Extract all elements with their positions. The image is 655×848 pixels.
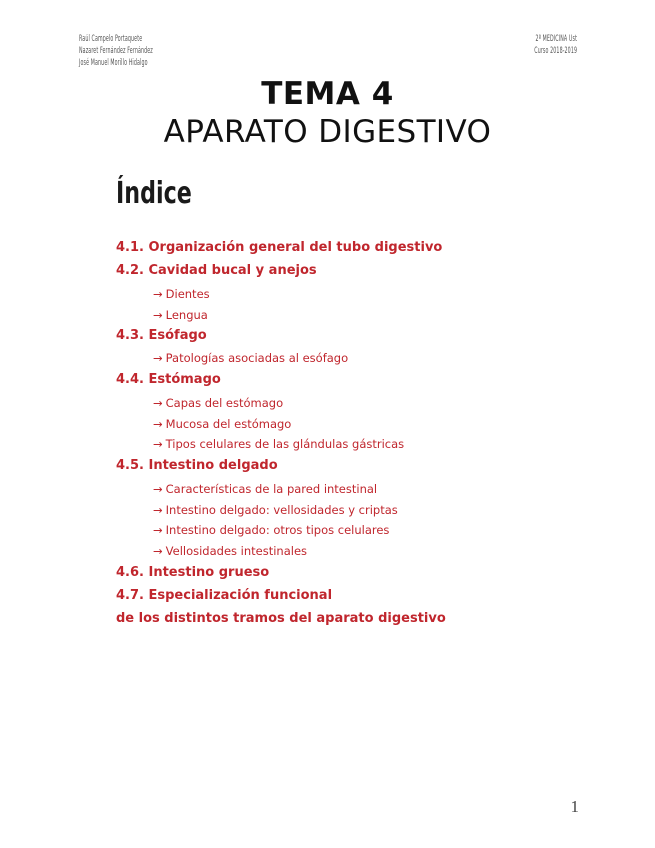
arrow-icon: → [153, 287, 163, 301]
arrow-icon: → [153, 308, 163, 322]
toc-link-caracteristicas[interactable] [153, 482, 377, 496]
toc-link-dientes[interactable] [153, 287, 210, 301]
toc-sub-label: Lengua [165, 308, 208, 322]
toc-sub-label: Mucosa del estómago [165, 417, 292, 431]
toc-link-4-1[interactable]: 4.1. Organización general del tubo digestivo [116, 240, 443, 255]
toc-link-otros-tipos[interactable] [153, 523, 389, 537]
toc-link-4-7[interactable]: 4.7. Especialización funcional [116, 588, 333, 603]
arrow-icon: → [153, 351, 163, 365]
toc-link-tipos-celulares[interactable] [153, 437, 404, 451]
arrow-icon: → [153, 437, 163, 451]
document-subtitle: APARATO DIGESTIVO [163, 114, 492, 150]
toc-link-vellosidades-criptas[interactable] [153, 503, 398, 517]
toc-sub-label: Intestino delgado: otros tipos celulares [165, 523, 390, 537]
toc-link-4-3[interactable]: 4.3. Esófago [116, 328, 207, 343]
arrow-icon: → [153, 417, 163, 431]
arrow-icon: → [153, 503, 163, 517]
arrow-icon: → [153, 523, 163, 537]
toc-link-4-7-continued[interactable]: de los distintos tramos del aparato digestivo [116, 611, 446, 626]
index-heading: Índice [116, 176, 192, 211]
author-name: Nazaret Fernández Fernández [79, 46, 153, 56]
course-name: 2º MEDICINA Ust [535, 34, 577, 44]
page-number: 1 [570, 797, 579, 816]
toc-sub-label: Intestino delgado: vellosidades y criptas [165, 503, 398, 517]
arrow-icon: → [153, 544, 163, 558]
toc-link-4-6[interactable]: 4.6. Intestino grueso [116, 565, 270, 580]
toc-sub-label: Características de la pared intestinal [165, 482, 378, 496]
document-title: TEMA 4 [261, 76, 394, 112]
toc-link-lengua[interactable] [153, 308, 208, 322]
toc-link-vellosidades[interactable] [153, 544, 307, 558]
toc-link-4-5[interactable]: 4.5. Intestino delgado [116, 458, 278, 473]
toc-sub-label: Dientes [165, 287, 210, 301]
toc-sub-label: Patologías asociadas al esófago [165, 351, 349, 365]
course-year: Curso 2018-2019 [534, 46, 577, 56]
toc-link-patologias[interactable] [153, 351, 348, 365]
author-name: Raúl Campelo Portaquete [79, 34, 143, 44]
arrow-icon: → [153, 396, 163, 410]
author-name: José Manuel Morillo Hidalgo [79, 58, 148, 68]
arrow-icon: → [153, 482, 163, 496]
toc-link-4-2[interactable]: 4.2. Cavidad bucal y anejos [116, 263, 317, 278]
toc-sub-label: Capas del estómago [165, 396, 284, 410]
header-course [508, 33, 577, 57]
toc-sub-label: Vellosidades intestinales [165, 544, 308, 558]
toc-sub-label: Tipos celulares de las glándulas gástricas [165, 437, 405, 451]
toc-link-capas[interactable] [153, 396, 283, 410]
toc-link-mucosa[interactable] [153, 417, 291, 431]
header-authors [79, 33, 198, 69]
toc-link-4-4[interactable]: 4.4. Estómago [116, 372, 221, 387]
